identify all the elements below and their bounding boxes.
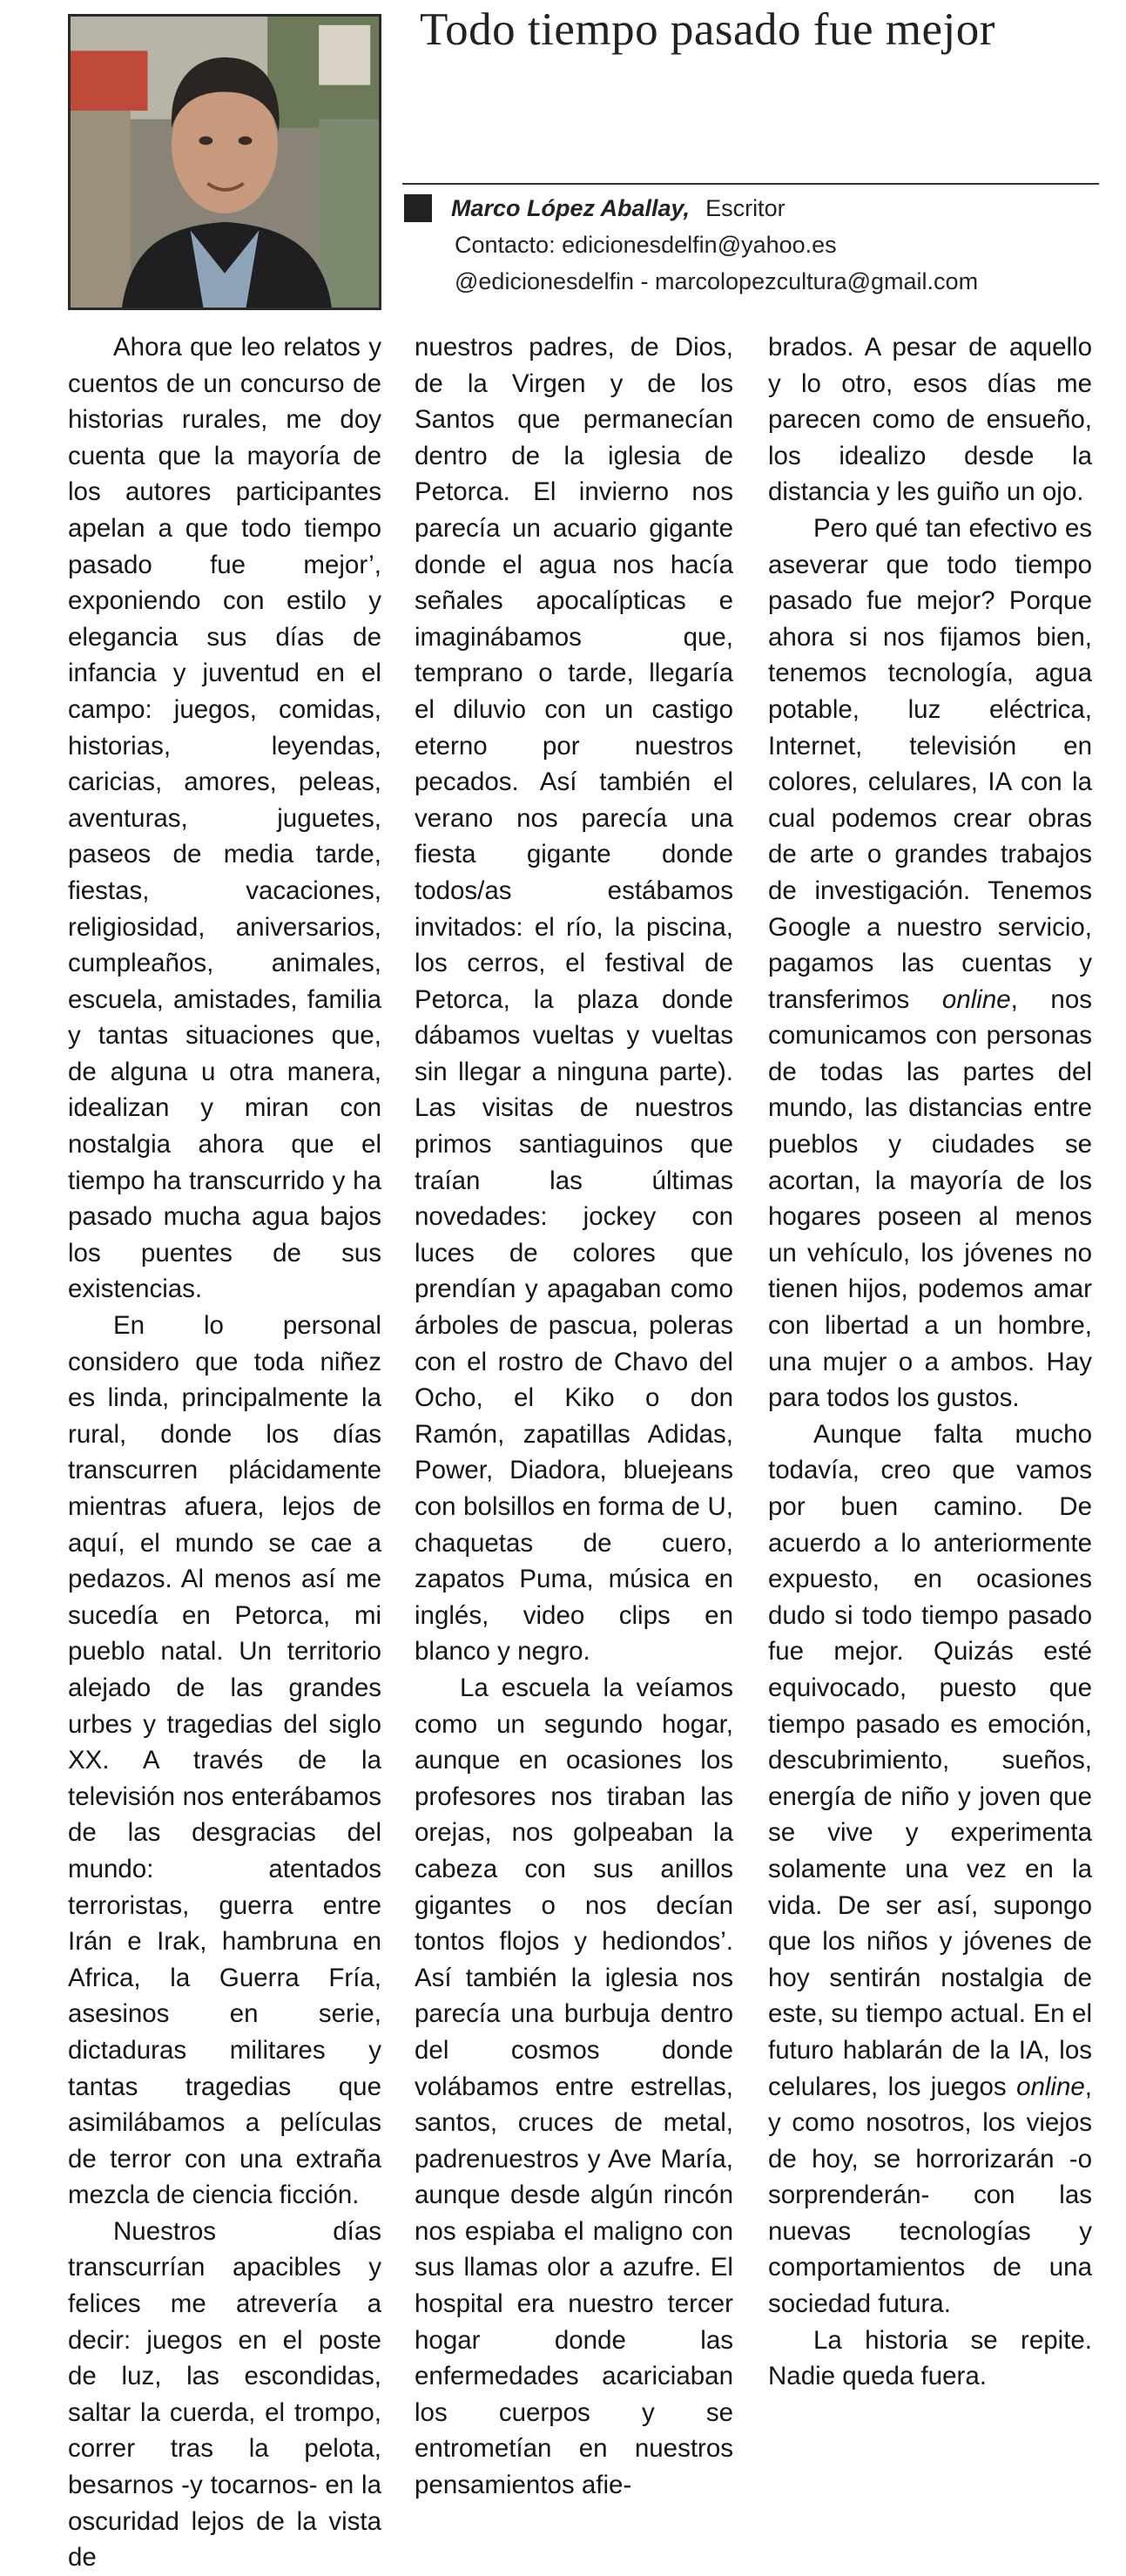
paragraph: La escuela la veíamos como un segundo hogar, aunque en ocasiones los profesores nos tiraban las orejas, nos golpeaban la cabeza con sus anillos gigantes o nos decían tontos flojos y hediondos’. Así también la iglesia nos parecía una burbuja dentro del cosmos donde volábamos entre estrellas, santos, cruces de metal, padrenuestros y Ave María, aunque desde algún rincón nos espiaba el maligno con sus llamas olor a azufre. El hospital era nuestro tercer hogar donde las enfermedades acariciaban los cuerpos y se entrometían en nuestros pensamientos afie- <box>415 1673 733 2500</box>
paragraph: La historia se repite. Nadie queda fuera. <box>768 2325 1092 2391</box>
paragraph: nuestros padres, de Dios, de la Virgen y de los Santos que permanecían dentro de la iglesia de Petorca. El invierno nos parecía un acuario gigante donde el agua nos hacía señales apocalípticas e imaginábamos que, temprano o tarde, llegaría el diluvio con un castigo eterno por nuestros pecados. Así también el verano nos parecía una fiesta gigante donde todos/as estábamos invitados: el río, la piscina, los cerros, el festival de Petorca, la plaza donde dábamos vueltas y vueltas sin llegar a ninguna parte). Las visitas de nuestros primos santiaguinos que traían las últimas novedades: jockey con luces de colores que prendían y apagaban como árboles de pascua, poleras con el rostro de Chavo del Ocho, el Kiko o don Ramón, zapatillas Adidas, Power, Diadora, bluejeans con bolsillos en forma de U, chaquetas de cuero, zapatos Puma, música en inglés, video clips en blanco y negro. <box>415 333 733 1667</box>
article-column-2 <box>415 329 733 2500</box>
paragraph: brados. A pesar de aquello y lo otro, esos días me parecen como de ensueño, los idealizo desde la distancia y les guiño un ojo. <box>768 333 1092 507</box>
contact-email: Contacto: edicionesdelfin@yahoo.es <box>455 232 837 258</box>
article-title: Todo tiempo pasado fue mejor <box>420 4 995 55</box>
paragraph-text: Aunque falta mucho todavía, creo que vamos por buen camino. De acuerdo a lo anteriormente expuesto, en ocasiones dudo si todo tiempo pasado fue mejor. Quizás esté equivocado, puesto que tiempo pasado es emoción, descubrimiento, sueños, energía de niño y joven que se vive y experimenta solamente una vez en la vida. De ser así, supongo que los niños y jóvenes de hoy sentirán nostalgia de este, su tiempo actual. En el futuro hablarán de la IA, los celulares, los juegos <box>768 1419 1092 2101</box>
italic-term: online <box>1016 2072 1085 2101</box>
paragraph <box>768 1416 1092 2322</box>
author-square-icon <box>404 194 432 222</box>
paragraph: Nuestros días transcurrían apacibles y felices me atrevería a decir: juegos en el poste de luz, las escondidas, saltar la cuerda, el trompo, correr tras la pelota, besarnos -y tocarnos- en la oscuridad lejos de la vista de <box>68 2216 381 2573</box>
author-line <box>404 190 1101 226</box>
author-photo <box>68 14 381 310</box>
contact-social: @edicionesdelfin - marcolopezcultura@gmail.com <box>455 268 979 294</box>
paragraph-text: Pero qué tan efectivo es aseverar que todo tiempo pasado fue mejor? Porque ahora si nos fijamos bien, tenemos tecnología, agua potable, luz eléctrica, Internet, televisión en colores, celulares, IA con la cual podemos crear obras de arte o grandes trabajos de investigación. Tenemos Google a nuestro servicio, pagamos las cuentas y transferimos <box>768 513 1092 1014</box>
author-name: Marco López Aballay, <box>451 195 691 221</box>
author-block <box>404 190 1101 300</box>
italic-term: online <box>941 984 1011 1014</box>
author-role: Escritor <box>705 195 786 221</box>
paragraph <box>768 510 1092 1416</box>
paragraph-text: , nos comunicamos con personas de todas las partes del mundo, las distancias entre pueblos y ciudades se acortan, la mayoría de los hogares poseen al menos un vehículo, los jóvenes no tienen hijos, podemos amar con libertad a un hombre, una mujer o a ambos. Hay para todos los gustos. <box>768 984 1092 1413</box>
paragraph: En lo personal considero que toda niñez es linda, principalmente la rural, donde los días transcurren plácidamente mientras afuera, lejos de aquí, el mundo se cae a pedazos. Al menos así me sucedía en Petorca, mi pueblo natal. Un territorio alejado de las grandes urbes y tragedias del siglo XX. A través de la televisión nos enterábamos de las desgracias del mundo: atentados terroristas, guerra entre Irán e Irak, hambruna en Africa, la Guerra Fría, asesinos en serie, dictaduras militares y tantas tragedias que asimilábamos a películas de terror con una extraña mezcla de ciencia ficción. <box>68 1311 381 2210</box>
paragraph: Ahora que leo relatos y cuentos de un concurso de historias rurales, me doy cuenta que la mayoría de los autores participantes apelan a que todo tiempo pasado fue mejor’, exponiendo con estilo y elegancia sus días de infancia y juventud en el campo: juegos, comidas, historias, leyendas, caricias, amores, peleas, aventuras, juguetes, paseos de media tarde, fiestas, vacaciones, religiosidad, aniversarios, cumpleaños, animales, escuela, amistades, familia y tantas situaciones que, de alguna u otra manera, idealizan y miran con nostalgia ahora que el tiempo ha transcurrido y ha pasado mucha agua bajos los puentes de sus existencias. <box>68 333 381 1304</box>
header-divider <box>402 183 1099 185</box>
article-column-1 <box>68 329 381 2573</box>
article-column-3 <box>768 329 1092 2411</box>
paragraph-text: , y como nosotros, los viejos de hoy, se horrorizarán -o sorprenderán- con las nuevas tecnologías y comportamientos de una sociedad futura. <box>768 2072 1092 2319</box>
author-portrait-image <box>71 17 379 308</box>
